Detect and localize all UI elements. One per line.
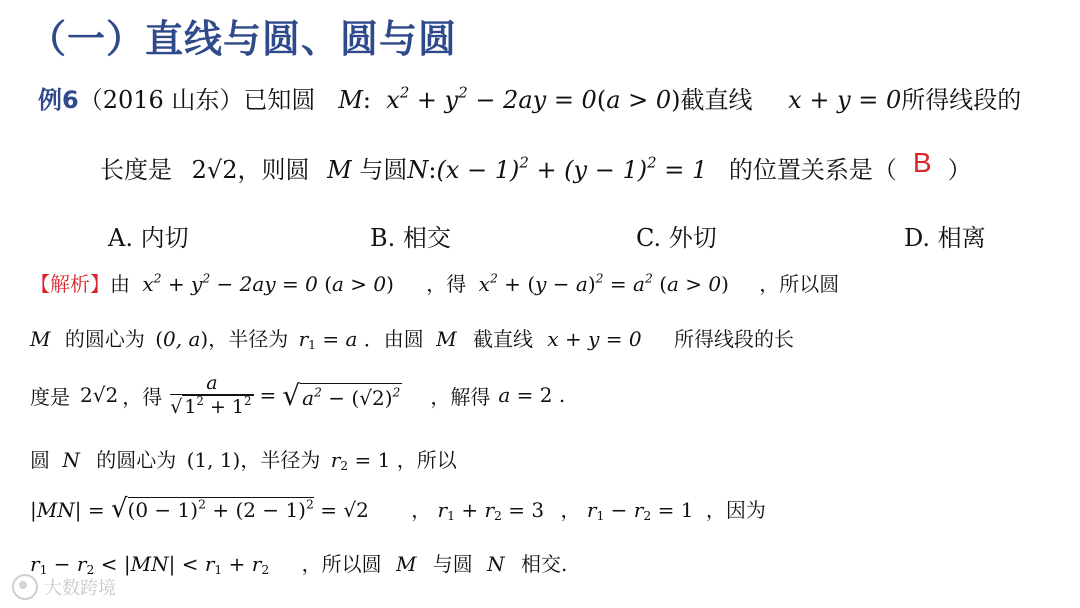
problem-text: 所得线段的 [901, 86, 1022, 114]
math-expr: (1, 1) [186, 448, 241, 472]
option-letter: B. [370, 224, 396, 252]
problem-text: 的位置关系是（ [728, 156, 897, 184]
option-text: 相交 [402, 224, 451, 252]
solution-line-2 [30, 323, 794, 352]
math-expr: (0, a) [155, 327, 209, 351]
option-letter: A. [108, 224, 133, 252]
example-label: 例6 [38, 86, 79, 114]
solution-text: ，得 [426, 272, 467, 296]
problem-text: 与圆 [359, 156, 408, 184]
math-line-equation: x + y = 0 [788, 86, 902, 114]
solution-line-4 [30, 444, 457, 473]
solution-text: ，所以圆 [759, 272, 840, 296]
problem-text: ） [947, 156, 972, 184]
math-expr: M [30, 327, 51, 351]
page-title: （一）直线与圆、圆与圆 [28, 17, 458, 61]
solution-text: ，解得 [430, 384, 491, 409]
math-circle-m-equation: $x^2 + y^2 - 2ay = 0(a > 0)$ [378, 83, 681, 114]
answer-mark: B [912, 147, 932, 178]
solution-text: ，所以圆 [301, 552, 382, 576]
math-expr: x + y = 0 [547, 327, 642, 351]
math-expr: N [62, 448, 80, 472]
math-radical: √ $a^2 - (√2)^2$ [282, 378, 401, 412]
solution-text: 圆 [30, 448, 50, 472]
solution-text: 相交. [521, 552, 568, 576]
math-expr: $r_2 = 1$ [330, 448, 391, 474]
solution-line-5 [30, 494, 766, 524]
option-text: 外切 [668, 224, 717, 252]
option-c[interactable] [636, 218, 717, 253]
math-fraction: $\frac{a}{√ 1^2 + 1^2}$ [170, 371, 252, 418]
solution-line-6 [30, 548, 567, 577]
solution-text: 由 [110, 272, 130, 296]
math-circle-n-equation: N:(x − $1)^2 + (y - 1)^2 = 1$ [407, 153, 708, 184]
option-text: 内切 [140, 224, 189, 252]
solution-text: ，得 [122, 384, 163, 409]
math-expr: $|MN| = √(0 - 1)^2 + (2 - 1)^2 = √2$ [30, 494, 369, 524]
problem-line-2 [100, 147, 972, 185]
solution-text: ，半径为 [240, 448, 321, 472]
problem-text: 已知圆 [243, 86, 316, 114]
solution-label: 【解析】 [30, 272, 110, 296]
math-expr: $x^2 + (y - a)^2 = a^2$ (a > 0) [478, 270, 729, 296]
solution-text: ， [560, 498, 581, 522]
option-text: 相离 [937, 224, 986, 252]
math-expr: $r_1 + r_2 = 3$ [437, 498, 545, 524]
solution-text: ，半径为 [208, 327, 289, 351]
option-d[interactable] [904, 218, 986, 253]
watermark [12, 574, 116, 600]
math-expr: M [436, 327, 457, 351]
solution-text: 截直线 [472, 327, 533, 351]
watermark-logo-icon [12, 574, 38, 600]
problem-source: （2016 山东） [78, 86, 244, 114]
solution-text: ， [411, 498, 432, 522]
math-expr: $r_1 - r_2 = 1$ [586, 498, 694, 524]
math-expr: M [395, 552, 417, 576]
math-expr: N [487, 552, 505, 576]
solution-text: 与圆 [432, 552, 473, 576]
option-letter: C. [636, 224, 662, 252]
math-circle-m: M [323, 86, 363, 114]
problem-line-1: 例6（2016 山东）已知圆 M: $x^2 + y^2 - 2ay = 0(a > 0)$截直线 x + y = 0所得线段的 [38, 83, 1022, 114]
problem-text: 长度是 [100, 156, 172, 184]
solution-line-1 [30, 268, 839, 297]
solution-line-3: 度是 2√2 ，得 $\frac{a}{√ 1^2 + 1^2}$ = √ $a^2 - (√2)^2$ ，解得 a = 2 . [30, 371, 566, 418]
option-letter: D. [904, 224, 931, 252]
math-expr: 2√2 [80, 383, 119, 407]
solution-text: 所得线段的长 [673, 327, 794, 351]
math-expr: $r_1 = a$ [298, 327, 358, 353]
solution-text: ，所以 [396, 448, 457, 472]
problem-text: ，则圆 [237, 156, 310, 184]
math-expr: a = 2 . [498, 383, 566, 407]
solution-text: 的圆心为 [64, 327, 145, 351]
problem-text: 截直线 [680, 86, 753, 114]
watermark-text: 大数跨境 [44, 578, 116, 599]
math-circle-m: M [327, 156, 352, 184]
solution-text: ，因为 [705, 498, 766, 522]
option-b[interactable] [370, 218, 451, 253]
solution-text: ．由圆 [363, 327, 424, 351]
math-chord-length: 2√2 [191, 156, 238, 184]
math-expr: $x^2 + y^2 - 2ay = 0$ (a > 0) [142, 270, 394, 296]
solution-text: 的圆心为 [96, 448, 177, 472]
option-a[interactable] [108, 218, 189, 253]
math-expr: $r_1 - r_2 < |MN| < r_1 + r_2$ [30, 552, 270, 578]
solution-text: 度是 [30, 384, 70, 409]
